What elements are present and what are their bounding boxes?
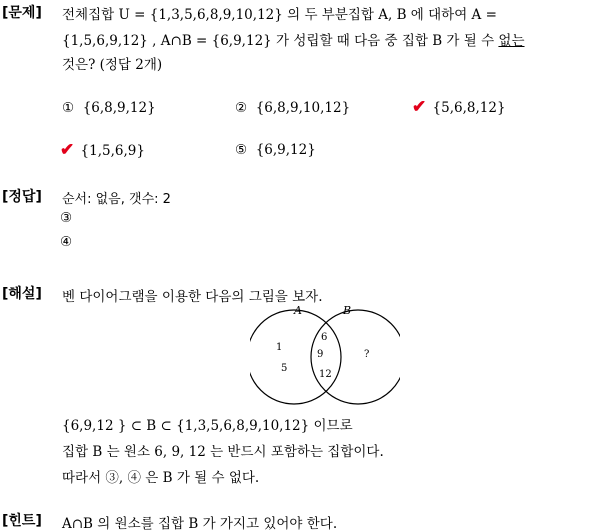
option-1-number: ① xyxy=(62,100,75,116)
option-4-check-icon: ✔ xyxy=(60,140,75,160)
solution-line-1: {6,9,12 } ⊂ B ⊂ {1,3,5,6,8,9,10,12} 이므로 xyxy=(62,418,353,434)
option-5 xyxy=(235,142,316,158)
problem-line-2-text: {1,5,6,9,12} , A∩B = {6,9,12} 가 성립할 때 다음 중 집합 B 가 될 수 xyxy=(62,33,495,49)
solution-line-2: 집합 B 는 원소 6, 9, 12 는 반드시 포함하는 집합이다. xyxy=(62,444,384,460)
option-1-value: {6,8,9,12} xyxy=(82,100,156,116)
answer-item-2: ④ xyxy=(60,234,73,250)
hint-text: A∩B 의 원소를 집합 B 가 가지고 있어야 한다. xyxy=(62,516,338,532)
venn-label-b: B xyxy=(343,304,352,317)
venn-circle-b xyxy=(311,310,400,404)
answer-line: 순서: 없음, 갯수: 2 xyxy=(62,192,171,207)
option-2-number: ② xyxy=(235,100,248,116)
venn-diagram xyxy=(250,300,400,405)
venn-both-1: 6 xyxy=(321,332,328,343)
solution-intro: 벤 다이어그램을 이용한 다음의 그림을 보자. xyxy=(62,289,323,305)
option-2 xyxy=(235,100,350,116)
venn-circle-a xyxy=(250,310,341,404)
option-4 xyxy=(60,140,145,160)
hint-label: [힌트] xyxy=(2,513,42,529)
venn-only-a-1: 1 xyxy=(276,342,283,353)
solution-label: [해설] xyxy=(2,286,42,302)
option-5-value: {6,9,12} xyxy=(255,142,316,158)
option-3-value: {5,6,8,12} xyxy=(432,100,506,116)
venn-label-a: A xyxy=(294,304,302,317)
option-3-check-icon: ✔ xyxy=(412,97,427,117)
answer-label: [정답] xyxy=(2,189,42,205)
venn-only-b: ? xyxy=(364,349,370,360)
option-1 xyxy=(62,100,156,116)
answer-item-1: ③ xyxy=(60,210,73,226)
problem-label: [문제] xyxy=(2,5,42,21)
venn-both-2: 9 xyxy=(317,349,324,360)
option-4-value: {1,5,6,9} xyxy=(80,143,145,159)
solution-line-3: 따라서 ③, ④ 은 B 가 될 수 없다. xyxy=(62,470,260,486)
problem-underlined-word: 없는 xyxy=(498,33,525,49)
problem-line-2 xyxy=(62,29,525,49)
option-2-value: {6,8,9,10,12} xyxy=(255,100,351,116)
venn-only-a-2: 5 xyxy=(281,363,288,374)
problem-line-3: 것은? (정답 2개) xyxy=(62,57,163,73)
option-3 xyxy=(412,97,506,117)
problem-line-1: 전체집합 U = {1,3,5,6,8,9,10,12} 의 두 부분집합 A, B 에 대하여 A = xyxy=(62,7,497,23)
venn-both-3: 12 xyxy=(319,369,332,380)
option-5-number: ⑤ xyxy=(235,142,248,158)
